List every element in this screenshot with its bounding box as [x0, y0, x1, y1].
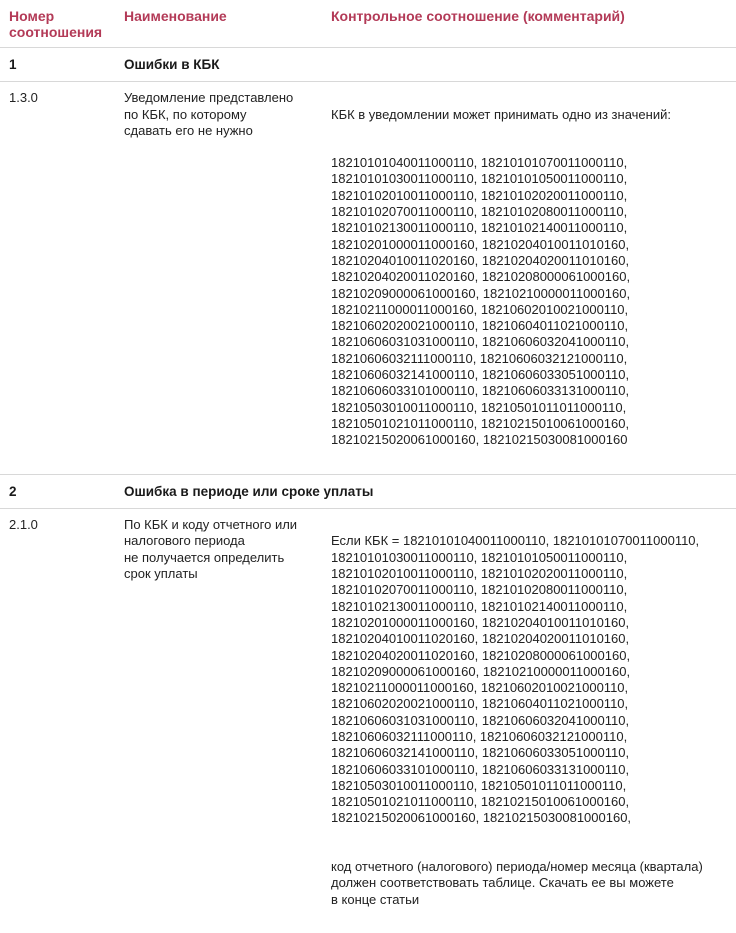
section-number: 2	[0, 474, 115, 508]
ratio-name: Уведомление представлено по КБК, по которому сдавать его не нужно	[115, 82, 322, 475]
header-number: Номер соотношения	[0, 0, 115, 48]
table-row	[0, 509, 736, 933]
section-number: 1	[0, 48, 115, 82]
ratio-name: По КБК и коду отчетного или налогового периода не получается определить срок уплаты	[124, 517, 298, 582]
ratio-comment	[322, 82, 736, 475]
kbk-code-list: Если КБК = 18210101040011000110, 18210101070011000110, 18210101030011000110, 18210101050011000110, 18210102010011000110, 18210102020011000110, 18210102070011000110, 18210102080011000110, 18210102130011000110, 18210102140011000110, 18210201000011000160, 18210204010011010160, 18210204010011020160, 18210204020011010160, 18210204020011020160, 18210208000061000160, 18210209000061000160, 18210210000011000160, 18210211000011000160, 18210602010021000110, 18210602020021000110, 18210604011021000110, 18210606031031000110, 18210606032041000110, 18210606032111000110, 18210606032121000110, 18210606032141000110, 18210606033051000110, 18210606033101000110, 18210606033131000110, 18210503010011000110, 18210501011011000110, 18210501021011000110, 18210215010061000160, 18210215020061000160, 18210215030081000160,	[331, 533, 700, 826]
ratio-comment	[322, 509, 736, 933]
table-row	[0, 82, 736, 475]
header-name: Наименование	[115, 0, 322, 48]
section-title: Ошибки в КБК	[115, 48, 736, 82]
table-header-row	[0, 0, 736, 48]
kbk-code-list: 18210101040011000110, 18210101070011000110, 18210101030011000110, 18210101050011000110, 18210102010011000110, 18210102020011000110, 18210102070011000110, 18210102080011000110, 18210102130011000110, 18210102140011000110, 18210201000011000160, 18210204010011010160, 18210204010011020160, 18210204020011010160, 18210204020011020160, 18210208000061000160, 18210209000061000160, 18210210000011000160, 18210211000011000160, 18210602010021000110, 18210602020021000110, 18210604011021000110, 18210606031031000110, 18210606032041000110, 18210606032111000110, 18210606032121000110, 18210606032141000110, 18210606033051000110, 18210606033101000110, 18210606033131000110, 18210503010011000110, 18210501011011000110, 18210501021011000110, 18210215010061000160, 18210215020061000160, 18210215030081000160	[331, 155, 631, 448]
header-comment: Контрольное соотношение (комментарий)	[322, 0, 736, 48]
section-row	[0, 48, 736, 82]
section-title: Ошибка в периоде или сроке уплаты	[115, 474, 736, 508]
comment-outro: код отчетного (налогового) периода/номер месяца (квартала) должен соответствовать таблице. Скачать ее вы можете в конце статьи	[331, 859, 703, 907]
ratio-number: 2.1.0	[9, 517, 38, 533]
ratio-number: 1.3.0	[0, 82, 115, 475]
section-row	[0, 474, 736, 508]
comment-intro: КБК в уведомлении может принимать одно из значений:	[331, 106, 671, 122]
